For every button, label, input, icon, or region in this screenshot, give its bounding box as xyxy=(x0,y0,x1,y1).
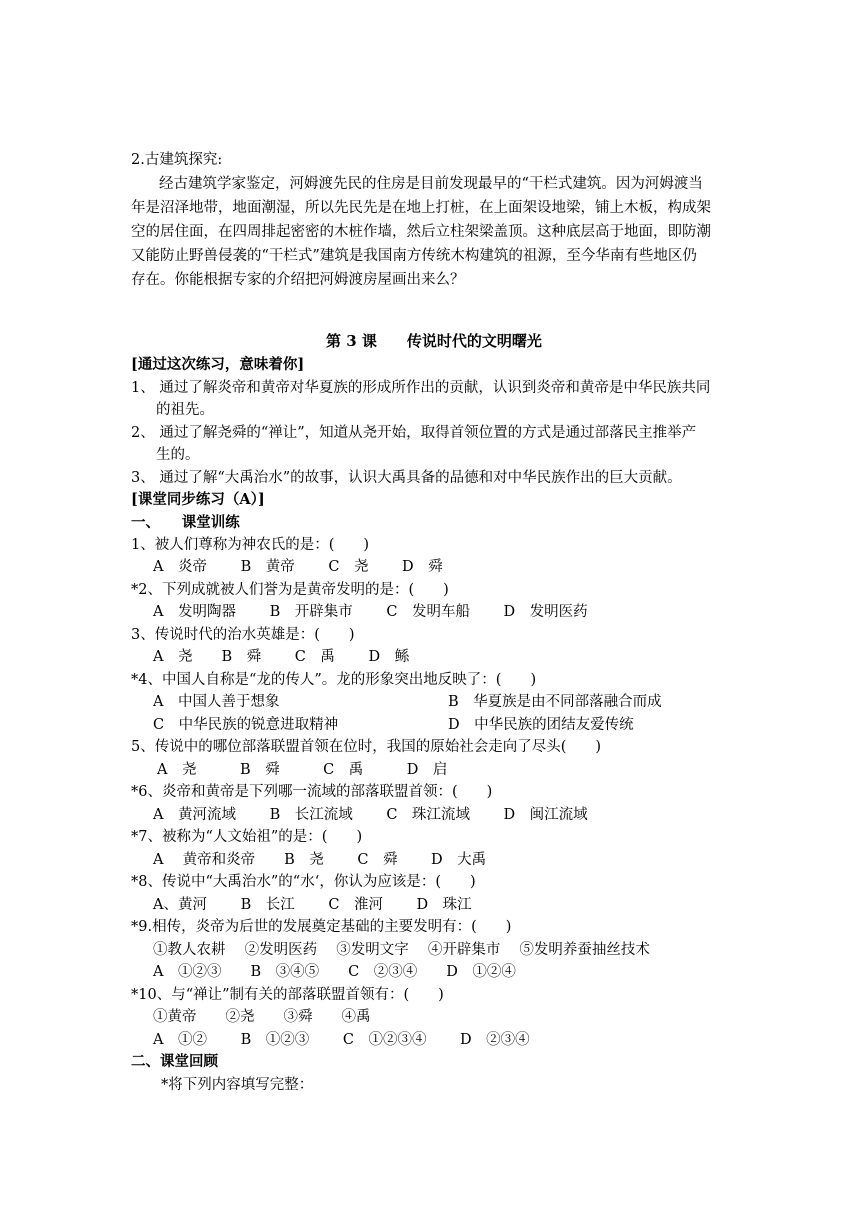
goals-heading: [通过这次练习，意味着你] xyxy=(131,356,305,373)
question-option: D 中华民族的团结友爱传统 xyxy=(448,717,634,733)
question-options: A 黄帝和炎帝 B 尧 C 舜 D 大禹 xyxy=(153,852,487,868)
part2-instruction: *将下列内容填写完整： xyxy=(161,1077,314,1093)
question: *9.相传，炎帝为后世的发展奠定基础的主要发明有：( ) xyxy=(131,919,512,935)
paragraph-line: 空的居住面，在四周排起密密的木桩作墙，然后立柱架梁盖顶。这种底层高于地面，即防潮 xyxy=(131,224,711,240)
section2-heading: 2.古建筑探究: xyxy=(131,152,223,168)
goal-item-continued: 生的。 xyxy=(156,447,200,463)
question: *2、下列成就被人们誉为是黄帝发明的是：( ) xyxy=(131,582,449,598)
question-options: A 黄河流域 B 长江流域 C 珠江流域 D 闽江流域 xyxy=(153,807,588,823)
paragraph-line: 又能防止野兽侵袭的“干栏式”建筑是我国南方传统木构建筑的祖源，至今华南有些地区仍 xyxy=(131,248,697,264)
question: 3、传说时代的治水英雄是：( ) xyxy=(131,627,355,643)
goal-item: 1、 通过了解炎帝和黄帝对华夏族的形成所作出的贡献，认识到炎帝和黄帝是中华民族共同 xyxy=(131,380,711,396)
goal-item: 2、 通过了解尧舜的“禅让”，知道从尧开始，取得首领位置的方式是通过部落民主推举产 xyxy=(131,425,697,441)
question: *8、传说中“大禹治水”的“水‘，你认为应该是：( ) xyxy=(131,874,476,890)
question: *10、与“禅让”制有关的部落联盟首领有：( ) xyxy=(131,987,444,1003)
paragraph-line: 年是沼泽地带，地面潮湿，所以先民先是在地上打桩，在上面架设地梁，铺上木板，构成架 xyxy=(131,200,711,216)
goal-item: 3、 通过了解“大禹治水”的故事，认识大禹具备的品德和对中华民族作出的巨大贡献。 xyxy=(131,470,682,486)
paragraph-line: 存在。你能根据专家的介绍把河姆渡房屋画出来么？ xyxy=(131,272,465,288)
question: *6、炎帝和黄帝是下列哪一流域的部落联盟首领：( ) xyxy=(131,784,493,800)
question-options: A 炎帝 B 黄帝 C 尧 D 舜 xyxy=(153,559,443,575)
question: *4、中国人自称是“龙的传人”。龙的形象突出地反映了：( ) xyxy=(131,672,537,688)
question-option: A 中国人善于想象 xyxy=(153,694,280,710)
question: 5、传说中的哪位部落联盟首领在位时，我国的原始社会走向了尽头( ) xyxy=(131,739,602,755)
question-options: A 尧 B 舜 C 禹 D 鲧 xyxy=(153,649,410,665)
lesson-title: 第 3 课 传说时代的文明曙光 xyxy=(326,332,542,350)
question-options: A ①② B ①②③ C ①②③④ D ②③④ xyxy=(153,1032,530,1048)
question-items: ①教人农耕 ②发明医药 ③发明文字 ④开辟集市 ⑤发明养蚕抽丝技术 xyxy=(153,942,650,958)
paragraph-line: 经古建筑学家鉴定，河姆渡先民的住房是目前发现最早的“干栏式建筑。因为河姆渡当 xyxy=(159,176,703,192)
question-items: ①黄帝 ②尧 ③舜 ④禹 xyxy=(153,1009,371,1025)
question-option: B 华夏族是由不同部落融合而成 xyxy=(448,694,662,710)
goal-item-continued: 的祖先。 xyxy=(156,402,214,418)
question-options: A、黄河 B 长江 C 淮河 D 珠江 xyxy=(153,897,472,913)
practice-heading: [课堂同步练习（A）] xyxy=(131,491,265,508)
part1-heading: 一、 课堂训练 xyxy=(131,514,240,531)
question-options: A 发明陶器 B 开辟集市 C 发明车船 D 发明医药 xyxy=(153,604,588,620)
part2-heading: 二、课堂回顾 xyxy=(131,1053,218,1070)
question-option: C 中华民族的锐意进取精神 xyxy=(153,717,339,733)
question: *7、被称为“人文始祖”的是：( ) xyxy=(131,829,363,845)
question-options: A 尧 B 舜 C 禹 D 启 xyxy=(157,762,448,778)
question: 1、被人们尊称为神农氏的是：( ) xyxy=(131,537,370,553)
question-options: A ①②③ B ③④⑤ C ②③④ D ①②④ xyxy=(153,964,516,980)
